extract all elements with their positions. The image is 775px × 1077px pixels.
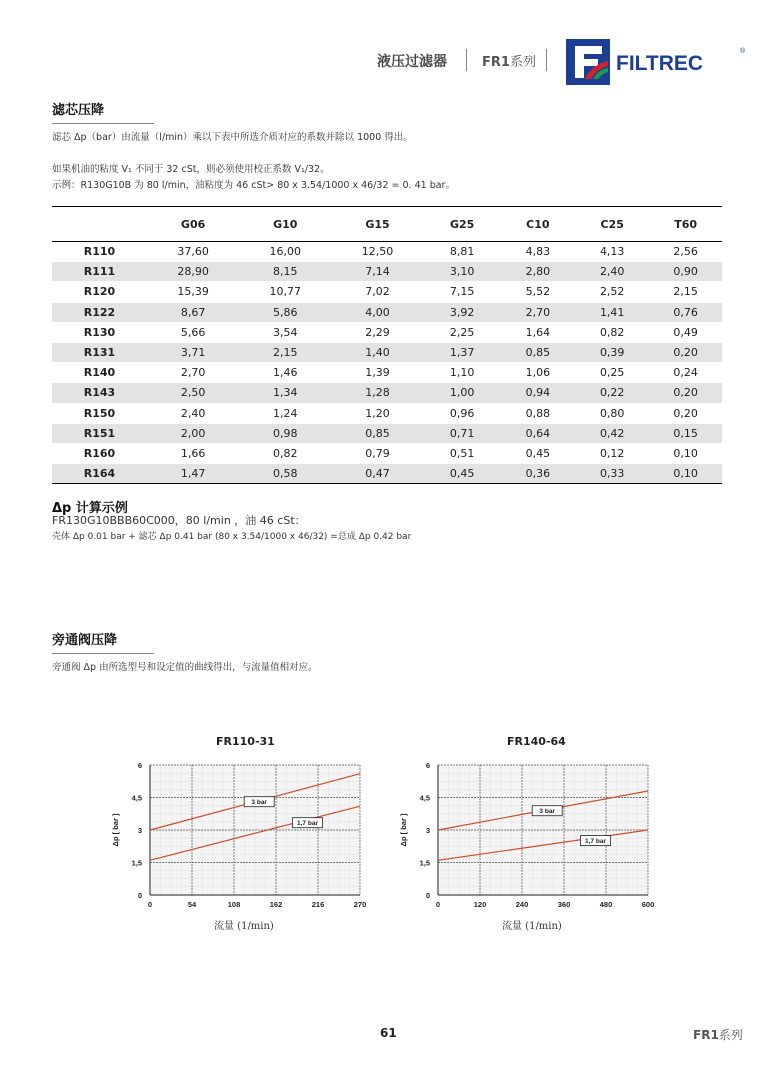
table-cell: 7,14: [331, 262, 423, 282]
example-title: Δp 计算示例: [52, 501, 128, 516]
row-header: R151: [52, 423, 147, 443]
table-cell: 8,67: [147, 302, 239, 322]
table-cell: 3,71: [147, 342, 239, 362]
column-header: C10: [501, 207, 575, 242]
table-cell: 0,36: [501, 464, 575, 484]
table-cell: 0,82: [575, 322, 649, 342]
table-cell: 0,49: [649, 322, 722, 342]
table-cell: 8,15: [239, 262, 331, 282]
y-tick-label: 1,5: [131, 858, 142, 868]
row-header: R110: [52, 242, 147, 262]
table-cell: 0,85: [501, 342, 575, 362]
table-cell: 0,71: [424, 423, 501, 443]
row-header: R122: [52, 302, 147, 322]
table-row: [52, 443, 722, 463]
y-tick-label: 3: [137, 826, 142, 835]
table-header-row: [52, 207, 722, 242]
table-cell: 1,37: [424, 342, 501, 362]
table-cell: 1,10: [424, 363, 501, 383]
table-cell: 12,50: [331, 242, 423, 262]
table-cell: 0,90: [649, 262, 722, 282]
header-series: [482, 51, 536, 70]
x-tick-label: 240: [515, 900, 529, 909]
column-header: [52, 207, 147, 242]
table-cell: 0,42: [575, 423, 649, 443]
table-cell: 1,34: [239, 383, 331, 403]
table-cell: 0,25: [575, 363, 649, 383]
table-cell: 1,39: [331, 363, 423, 383]
table-cell: 4,00: [331, 302, 423, 322]
table-cell: 3,10: [424, 262, 501, 282]
svg-text:®: ®: [740, 48, 746, 55]
footer-series: [693, 1026, 743, 1043]
table-cell: 0,10: [649, 464, 722, 484]
table-cell: 1,41: [575, 302, 649, 322]
section-rule: [52, 653, 154, 654]
row-header: R120: [52, 282, 147, 302]
x-tick-label: 108: [227, 900, 241, 909]
table-cell: 0,96: [424, 403, 501, 423]
table-cell: 1,06: [501, 363, 575, 383]
table-cell: 1,40: [331, 342, 423, 362]
header-series-bold: FR1: [482, 55, 510, 70]
y-tick-label: 3: [425, 826, 430, 835]
footer-series-rest: 系列: [718, 1028, 743, 1042]
y-tick-label: 4,5: [131, 793, 142, 803]
y-tick-label: 4,5: [419, 793, 430, 803]
table-cell: 0,15: [649, 423, 722, 443]
table-cell: 0,45: [501, 443, 575, 463]
table-cell: 2,25: [424, 322, 501, 342]
row-header: R131: [52, 342, 147, 362]
paragraph-line: 滤芯 Δp（bar）由流量（l/min）乘以下表中所选介质对应的系数并除以 1000 得出。: [52, 132, 413, 143]
section-rule: [52, 123, 154, 124]
table-cell: 0,39: [575, 342, 649, 362]
table-cell: 0,79: [331, 443, 423, 463]
table-cell: 2,52: [575, 282, 649, 302]
table-cell: 1,66: [147, 443, 239, 463]
table-cell: 28,90: [147, 262, 239, 282]
table-cell: 2,40: [147, 403, 239, 423]
table-cell: 2,70: [501, 302, 575, 322]
table-cell: 37,60: [147, 242, 239, 262]
filtrec-logo: [566, 39, 748, 85]
row-header: R150: [52, 403, 147, 423]
paragraph-line: 如果机油的粘度 V₁ 不同于 32 cSt，则必须使用校正系数 V₁/32。: [52, 164, 330, 175]
table-cell: 1,28: [331, 383, 423, 403]
table-cell: 3,92: [424, 302, 501, 322]
row-header: R164: [52, 464, 147, 484]
column-header: T60: [649, 207, 722, 242]
table-cell: 2,50: [147, 383, 239, 403]
series-label: 1,7 bar: [297, 820, 318, 828]
coefficient-table: [52, 206, 722, 484]
table-cell: 7,02: [331, 282, 423, 302]
x-tick-label: 54: [187, 900, 197, 909]
paragraph-line: 示例：R130G10B 为 80 l/min，油粘度为 46 cSt> 80 x 3.54/1000 x 46/32 = 0. 41 bar。: [52, 180, 455, 191]
table-cell: 0,58: [239, 464, 331, 484]
header-title: 液压过滤器: [377, 54, 447, 70]
x-tick-label: 600: [641, 900, 655, 909]
table-cell: 5,52: [501, 282, 575, 302]
table-cell: 0,51: [424, 443, 501, 463]
table-cell: 2,56: [649, 242, 722, 262]
section-title-bypass-pressure-drop: 旁通阀压降: [52, 633, 118, 648]
table-cell: 5,66: [147, 322, 239, 342]
table-cell: 0,82: [239, 443, 331, 463]
y-axis-label: Δp [ bar ]: [111, 813, 120, 847]
x-tick-label: 120: [473, 900, 487, 909]
row-header: R130: [52, 322, 147, 342]
table-cell: 2,15: [239, 342, 331, 362]
table-cell: 2,70: [147, 363, 239, 383]
table-cell: 1,46: [239, 363, 331, 383]
series-label: 1,7 bar: [585, 838, 606, 846]
table-cell: 0,64: [501, 423, 575, 443]
row-header: R140: [52, 363, 147, 383]
page-number: 61: [380, 1026, 397, 1040]
x-tick-label: 0: [435, 900, 441, 909]
table-row: [52, 242, 722, 262]
table-cell: 2,00: [147, 423, 239, 443]
table-cell: 0,22: [575, 383, 649, 403]
table-cell: 0,80: [575, 403, 649, 423]
table-row: [52, 363, 722, 383]
table-cell: 8,81: [424, 242, 501, 262]
y-tick-label: 1,5: [419, 858, 430, 868]
row-header: R160: [52, 443, 147, 463]
column-header: C25: [575, 207, 649, 242]
y-axis-label: Δp [ bar ]: [399, 813, 408, 847]
table-cell: 0,20: [649, 403, 722, 423]
x-tick-label: 270: [353, 900, 367, 909]
table-cell: 1,24: [239, 403, 331, 423]
table-cell: 0,24: [649, 363, 722, 383]
x-tick-label: 0: [147, 900, 153, 909]
header-divider-2: [546, 49, 547, 71]
table-cell: 10,77: [239, 282, 331, 302]
table-row: [52, 322, 722, 342]
column-header: G25: [424, 207, 501, 242]
paragraph-line: 旁通阀 Δp 由所选型号和设定值的曲线得出，与流量值相对应。: [52, 662, 318, 673]
chart-fr110-31: [104, 755, 372, 915]
table-cell: 0,45: [424, 464, 501, 484]
table-cell: 2,29: [331, 322, 423, 342]
table-cell: 0,85: [331, 423, 423, 443]
table-cell: 15,39: [147, 282, 239, 302]
chart-fr140-64: [392, 755, 655, 915]
table-cell: 7,15: [424, 282, 501, 302]
table-cell: 1,64: [501, 322, 575, 342]
table-cell: 0,76: [649, 302, 722, 322]
table-row: [52, 403, 722, 423]
example-line: FR130G10BBB60C000，80 l/min ，油 46 cSt：: [52, 514, 306, 527]
table-cell: 4,83: [501, 242, 575, 262]
example-line: 壳体 Δp 0.01 bar + 滤芯 Δp 0.41 bar (80 x 3.54/1000 x 46/32) =总成 Δp 0.42 bar: [52, 532, 412, 542]
table-cell: 0,33: [575, 464, 649, 484]
chart-title: FR140-64: [507, 735, 566, 748]
x-tick-label: 480: [599, 900, 613, 909]
series-label: 3 bar: [251, 799, 267, 807]
table-row: [52, 342, 722, 362]
column-header: G06: [147, 207, 239, 242]
chart-title: FR110-31: [216, 735, 275, 748]
table-cell: 0,20: [649, 383, 722, 403]
table-cell: 0,94: [501, 383, 575, 403]
table-cell: 1,00: [424, 383, 501, 403]
table-cell: 1,47: [147, 464, 239, 484]
y-tick-label: 6: [137, 761, 142, 770]
x-axis-label: 流量 (1/min): [214, 921, 274, 932]
table-cell: 5,86: [239, 302, 331, 322]
row-header: R143: [52, 383, 147, 403]
x-tick-label: 360: [557, 900, 571, 909]
table-cell: 0,88: [501, 403, 575, 423]
x-axis-label: 流量 (1/min): [502, 921, 562, 932]
table-row: [52, 423, 722, 443]
table-cell: 2,80: [501, 262, 575, 282]
table-body: [52, 242, 722, 484]
column-header: G10: [239, 207, 331, 242]
footer-series-bold: FR1: [693, 1028, 719, 1042]
header-series-rest: 系列: [509, 55, 536, 70]
table-cell: 2,15: [649, 282, 722, 302]
header-divider: [466, 49, 467, 71]
y-tick-label: 0: [137, 891, 142, 900]
table-row: [52, 383, 722, 403]
table-cell: 4,13: [575, 242, 649, 262]
table-cell: 0,12: [575, 443, 649, 463]
table-row: [52, 464, 722, 484]
column-header: G15: [331, 207, 423, 242]
table-cell: 0,47: [331, 464, 423, 484]
table-cell: 2,40: [575, 262, 649, 282]
table-cell: 1,20: [331, 403, 423, 423]
table-row: [52, 262, 722, 282]
table-cell: 3,54: [239, 322, 331, 342]
series-label: 3 bar: [539, 808, 555, 816]
table-cell: 0,20: [649, 342, 722, 362]
table-row: [52, 302, 722, 322]
row-header: R111: [52, 262, 147, 282]
filtrec-logo-icon: [566, 39, 748, 85]
table-row: [52, 282, 722, 302]
section-title-filter-pressure-drop: 滤芯压降: [52, 103, 105, 118]
logo-text: FILTREC: [616, 52, 704, 75]
y-tick-label: 6: [425, 761, 430, 770]
table-cell: 0,10: [649, 443, 722, 463]
y-tick-label: 0: [425, 891, 430, 900]
table-cell: 16,00: [239, 242, 331, 262]
x-tick-label: 162: [269, 900, 283, 909]
table-cell: 0,98: [239, 423, 331, 443]
x-tick-label: 216: [311, 900, 325, 909]
